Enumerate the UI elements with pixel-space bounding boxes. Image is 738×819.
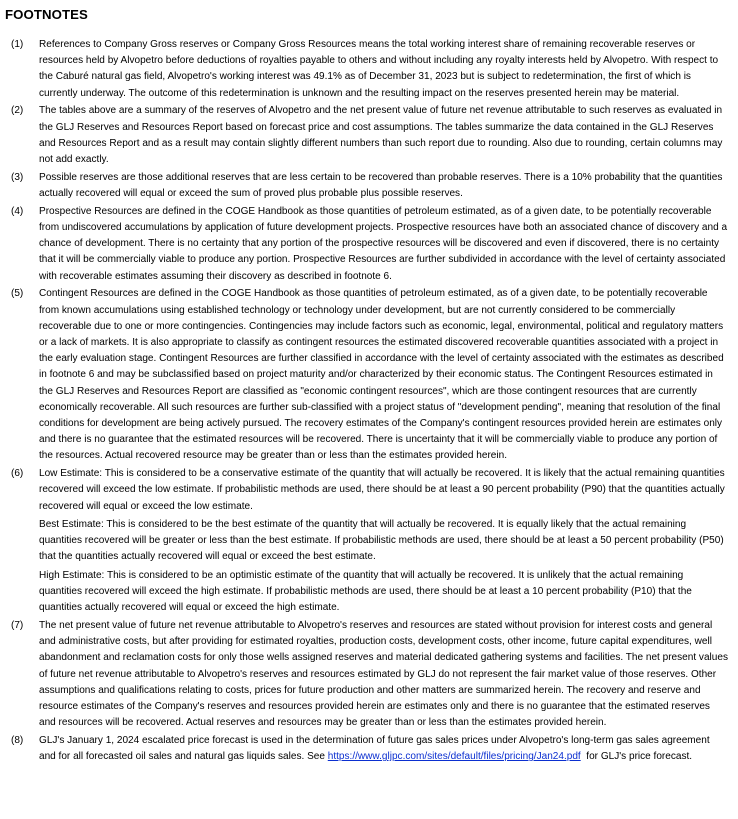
footnote-7 xyxy=(5,618,730,731)
footnote-number: (2) xyxy=(11,105,24,117)
footnote-number: (4) xyxy=(11,205,24,217)
footnote-body xyxy=(39,170,730,202)
footnote-text: Prospective Resources are defined in the COGE Handbook as those quantities of petroleum estimated, as of a given date, to be potentially recoverable from undiscovered accumulations by application of future development projects. Prospective resources have both an associated chance of discovery and a chance of development. There is no certainty that any portion of the prospective resources will be discovered and even if discovered, there is no certainty that it will be commercially viable to produce any portion. Prospective Resources are further subdivided in accordance with the level of certainty associated with recoverable estimates assuming their discovery as described in footnote 6. xyxy=(39,205,728,282)
footnote-4 xyxy=(5,204,730,285)
footnote-body xyxy=(39,286,730,464)
footnote-2 xyxy=(5,103,730,168)
footnote-3 xyxy=(5,170,730,202)
footnote-body xyxy=(39,733,730,765)
footnote-number: (1) xyxy=(11,39,24,50)
footnote-body xyxy=(39,103,730,168)
footnote-body xyxy=(39,37,730,102)
footnote-text: Contingent Resources are defined in the COGE Handbook as those quantities of petroleum estimated, as of a given date, to be potentially recoverable from known accumulations using established technology or technology under development, but are not currently considered to be commercially recoverable due to one or more contingencies. Contingencies may include factors such as economic, legal, environmental, political and regulatory matters or a lack of markets. It is also appropriate to classify as contingent resources the estimated discovered recoverable quantities associated with a project in the early evaluation stage. Contingent Resources are further classified in accordance with the level of certainty associated with the estimates as described in footnote 6 and may be subclassified based on project maturity and/or characterized by their economic status. The Contingent Resources estimated in the GLJ Reserves and Resources Report are classified as "economic contingent resources", which are those contingent resources that are currently economically recoverable. All such resources are further sub-classified with a project status of "development pending", meaning that resolution of the final conditions for development are being actively pursued. The recovery estimates of the Company's contingent resources provided herein are estimates only and there is no guarantee that the estimated resources will be recovered. There is uncertainty that it will be commercially viable to produce any portion of the resources. Actual recovered resource may be greater than or less than the estimates provided herein. xyxy=(39,288,724,462)
low-estimate-text: Low Estimate: This is considered to be a conservative estimate of the quantity that will actually be recovered. It is likely that the actual remaining quantities recovered will exceed the low estimate. If probabilistic methods are used, there should be at least a 90 percent probability (P90) that the quantities actually recovered will equal or exceed the low estimate. xyxy=(39,468,725,512)
footnote-text: The net present value of future net revenue attributable to Alvopetro's reserves and resources are stated without provision for interest costs and general and administrative costs, but after providing for estimated royalties, production costs, development costs, other income, future capital expenditures, well abandonment and reclamation costs for only those wells assigned reserves and material dedicated gathering systems and facilities. The net present values of future net revenue attributable to Alvopetro's reserves and resources estimated by GLJ do not represent the fair market value of those reserves. Other assumptions and qualifications relating to costs, prices for future production and other matters are summarized herein. The recovery and reserve and resource estimates of the Company's reserves and resources provided herein are estimates only and there is no guarantee that the estimated reserves and resources will be recovered. Actual reserves and resources may be greater than or less than the estimates provided herein. xyxy=(39,620,728,729)
page-title: FOOTNOTES xyxy=(5,7,88,22)
high-estimate-text: High Estimate: This is considered to be an optimistic estimate of the quantity that will actually be recovered. It is unlikely that the actual remaining quantities recovered will exceed the high estimate. If probabilistic methods are used, there should be at least a 10 percent probability (P10) that the quantities actually recovered will equal or exceed the high estimate. xyxy=(39,569,692,614)
footnote-number: (3) xyxy=(11,171,24,183)
footnote-body xyxy=(39,204,730,285)
footnote-text-before-link: GLJ's January 1, 2024 escalated price forecast is used in the determination of future gas sales prices under Alvopetro's long-term gas sales agreement and for all forecasted oil sales and natural gas liquids sales. See xyxy=(39,735,710,763)
footnote-number: (5) xyxy=(11,288,24,300)
footnote-text xyxy=(39,733,728,765)
footnote-text: Possible reserves are those additional reserves that are less certain to be recovered than probable reserves. There is a 10% probability that the quantities actually recovered will equal or exceed the sum of proved plus probable plus possible reserves. xyxy=(39,171,723,200)
footnote-text-after-link: for GLJ's price forecast. xyxy=(580,751,693,763)
pricing-forecast-link[interactable]: https://www.gljpc.com/sites/default/files/pricing/Jan24.pdf xyxy=(327,751,581,763)
footnote-body xyxy=(39,618,730,731)
footnote-1 xyxy=(5,37,730,102)
best-estimate-text: Best Estimate: This is considered to be the best estimate of the quantity that will actually be recovered. It is equally likely that the actual remaining quantities recovered will be greater or less than the best estimate. If probabilistic methods are used, there should be at least a 50 percent probability (P50) that the quantities actually recovered will equal or exceed the best estimate. xyxy=(39,519,724,563)
footnote-text: References to Company Gross reserves or Company Gross Resources means the total working interest share of remaining recoverable reserves or resources held by Alvopetro before deductions of royalties payable to others and without including any royalty interests held by Alvopetro. With respect to the Caburé natural gas field, Alvopetro's working interest was 49.1% as of December 31, 2023 but is subject to redetermination, the first of which is currently underway. The outcome of this redetermination is unknown and the resulting impact on the reserves presented herein may be material. xyxy=(39,39,719,99)
footnote-number: (8) xyxy=(11,735,24,747)
footnote-text: The tables above are a summary of the reserves of Alvopetro and the net present value of future net revenue attributable to such reserves as evaluated in the GLJ Reserves and Resources Report based on forecast price and cost assumptions. The tables summarize the data contained in the GLJ Reserves and Resources Report and as a result may contain slightly different numbers than such report due to rounding. Also due to rounding, certain columns may not add exactly. xyxy=(39,105,723,166)
footnote-number: (7) xyxy=(11,620,24,632)
footnote-number: (6) xyxy=(11,468,24,480)
footnote-6 xyxy=(5,466,730,616)
footnote-body xyxy=(39,466,730,616)
footnote-5 xyxy=(5,286,730,464)
footnote-8 xyxy=(5,733,730,765)
